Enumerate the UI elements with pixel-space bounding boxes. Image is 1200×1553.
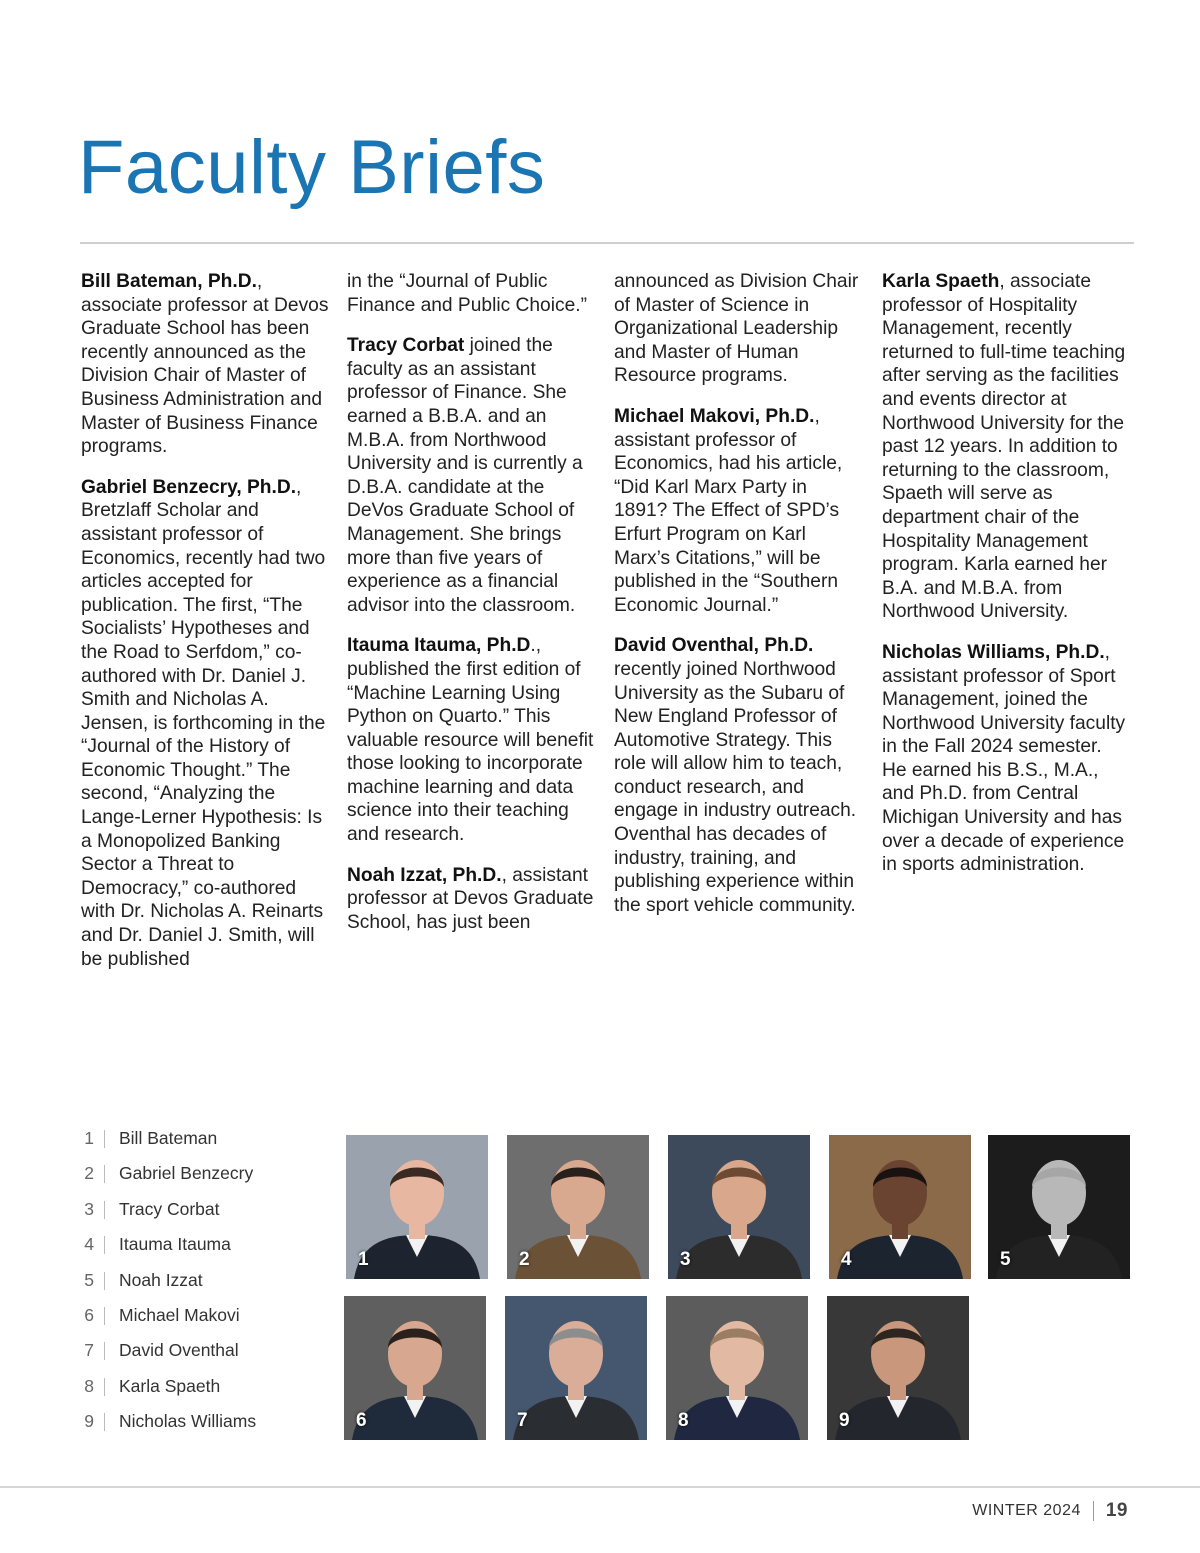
legend-separator [104, 1201, 105, 1219]
faculty-name: Michael Makovi, Ph.D. [614, 405, 815, 427]
legend-item [74, 1199, 334, 1234]
legend-separator [104, 1413, 105, 1431]
title-divider [80, 242, 1134, 244]
legend-separator [104, 1307, 105, 1325]
brief-paragraph [614, 634, 862, 917]
photo-number: 2 [519, 1249, 530, 1270]
legend-item [74, 1128, 334, 1163]
issue-label: WINTER 2024 [972, 1502, 1081, 1519]
legend-number: 7 [84, 1340, 94, 1361]
legend-name: Tracy Corbat [119, 1198, 220, 1219]
text-column-3 [614, 270, 862, 934]
brief-text: , assistant professor at Devos Graduate School, has just been [347, 864, 594, 933]
faculty-name: Gabriel Benzecry, Ph.D. [81, 476, 297, 498]
brief-text: , assistant professor of Sport Management, joined the Northwood University faculty in the Fall 2024 semester. He earned his B.S., M.A., and Ph.D. from Central Michigan University and has over a decade of experience in sports administration. [882, 641, 1126, 876]
brief-paragraph [347, 270, 595, 317]
legend-number: 5 [84, 1269, 94, 1290]
photo-number: 3 [680, 1249, 691, 1270]
legend-separator [104, 1165, 105, 1183]
faculty-name: Noah Izzat, Ph.D. [347, 864, 502, 886]
legend-separator [104, 1130, 105, 1148]
page-title: Faculty Briefs [78, 125, 546, 210]
photo-number: 4 [841, 1249, 852, 1270]
legend-name: Gabriel Benzecry [119, 1163, 254, 1184]
page-number: 19 [1105, 1500, 1128, 1521]
footer-divider [0, 1486, 1200, 1488]
faculty-name: Itauma Itauma, Ph.D [347, 635, 531, 657]
faculty-photo [668, 1135, 810, 1279]
legend-name: Nicholas Williams [119, 1411, 257, 1432]
brief-paragraph [614, 270, 862, 388]
brief-paragraph [347, 864, 595, 935]
brief-text: in the “Journal of Public Finance and Public Choice.” [347, 271, 587, 316]
brief-text: ., published the first edition of “Machine Learning Using Python on Quarto.” This valuable resource will benefit those looking to incorporate machine learning and data science into their teaching and research. [347, 635, 594, 846]
legend-item [74, 1411, 334, 1446]
legend-separator [104, 1236, 105, 1254]
photo-number: 8 [678, 1410, 689, 1431]
faculty-name: David Oventhal, Ph.D. [614, 635, 814, 657]
legend-separator [104, 1342, 105, 1360]
legend-name: Noah Izzat [119, 1269, 203, 1290]
faculty-photo [507, 1135, 649, 1279]
photo-number: 9 [839, 1410, 850, 1431]
brief-paragraph [81, 270, 329, 459]
legend-number: 8 [84, 1375, 94, 1396]
legend-item [74, 1234, 334, 1269]
text-column-2 [347, 270, 595, 951]
brief-paragraph [81, 476, 329, 971]
faculty-name: Bill Bateman, Ph.D. [81, 271, 257, 292]
text-column-1 [81, 270, 329, 988]
faculty-name: Tracy Corbat [347, 335, 465, 357]
brief-paragraph [347, 334, 595, 617]
brief-paragraph [347, 634, 595, 846]
legend-item [74, 1340, 334, 1375]
brief-paragraph [882, 270, 1130, 624]
brief-text: , associate professor at Devos Graduate School has been recently announced as the Division Chair of Master of Business Administration and Master of Business Finance programs. [81, 271, 329, 458]
footer-separator [1093, 1501, 1094, 1521]
legend-name: Bill Bateman [119, 1128, 218, 1148]
faculty-photo [829, 1135, 971, 1279]
brief-text: , assistant professor of Economics, had his article, “Did Karl Marx Party in 1891? The Effect of SPD’s Erfurt Program on Karl Marx’s Citations,” will be published in the “Southern Economic Journal.” [614, 405, 843, 616]
faculty-photo [827, 1296, 969, 1440]
brief-text: recently joined Northwood University as the Subaru of New England Professor of Automotive Strategy. This role will allow him to teach, conduct research, and engage in industry outreach. Oventhal has decades of industry, training, and publishing experience within the sport vehicle community. [614, 658, 857, 916]
faculty-photo [666, 1296, 808, 1440]
legend-number: 3 [84, 1198, 94, 1219]
legend-name: David Oventhal [119, 1340, 239, 1361]
photo-number: 7 [517, 1410, 528, 1431]
faculty-photo [505, 1296, 647, 1440]
legend-number: 6 [84, 1304, 94, 1325]
photo-number: 6 [356, 1410, 367, 1431]
legend-number: 2 [84, 1163, 94, 1184]
photo-number: 5 [1000, 1249, 1011, 1270]
faculty-photo [344, 1296, 486, 1440]
legend-separator [104, 1378, 105, 1396]
photo-legend [74, 1128, 334, 1447]
brief-text: , associate professor of Hospitality Management, recently returned to full-time teaching after serving as the facilities and events director at Northwood University for the past 12 years. In addition to returning to the classroom, Spaeth will serve as department chair of the Hospitality Management program. Karla earned her B.A. and M.B.A. from Northwood University. [882, 271, 1126, 623]
photo-number: 1 [358, 1249, 369, 1270]
legend-item [74, 1163, 334, 1198]
brief-text: joined the faculty as an assistant professor of Finance. She earned a B.B.A. and an M.B.A. from Northwood University and is currently a D.B.A. candidate at the DeVos Graduate School of Management. She brings more than five years of experience as a financial advisor into the classroom. [347, 335, 583, 616]
brief-text: announced as Division Chair of Master of Science in Organizational Leadership and Master of Human Resource programs. [614, 271, 859, 387]
text-column-4 [882, 270, 1130, 894]
faculty-photo [346, 1135, 488, 1279]
faculty-photo [988, 1135, 1130, 1279]
legend-item [74, 1305, 334, 1340]
faculty-name: Nicholas Williams, Ph.D. [882, 641, 1105, 663]
brief-paragraph [882, 641, 1130, 877]
legend-item [74, 1270, 334, 1305]
legend-name: Michael Makovi [119, 1304, 240, 1325]
brief-paragraph [614, 405, 862, 617]
legend-name: Karla Spaeth [119, 1375, 221, 1396]
legend-number: 4 [84, 1234, 94, 1255]
legend-name: Itauma Itauma [119, 1234, 231, 1255]
faculty-name: Karla Spaeth [882, 271, 1000, 292]
legend-number: 9 [84, 1411, 94, 1432]
page-footer [972, 1500, 1128, 1522]
legend-separator [104, 1272, 105, 1290]
brief-text: , Bretzlaff Scholar and assistant professor of Economics, recently had two articles accepted for publication. The first, “The Socialists’ Hypotheses and the Road to Serfdom,” co-authored with Dr. Daniel J. Smith and Nicholas A. Jensen, is forthcoming in the “Journal of the History of Economic Thought.” The second, “Analyzing the Lange-Lerner Hypothesis: Is a Monopolized Banking Sector a Threat to Democracy,” co-authored with Dr. Nicholas A. Reinarts and Dr. Daniel J. Smith, will be published [81, 476, 326, 970]
legend-number: 1 [84, 1128, 94, 1148]
legend-item [74, 1376, 334, 1411]
